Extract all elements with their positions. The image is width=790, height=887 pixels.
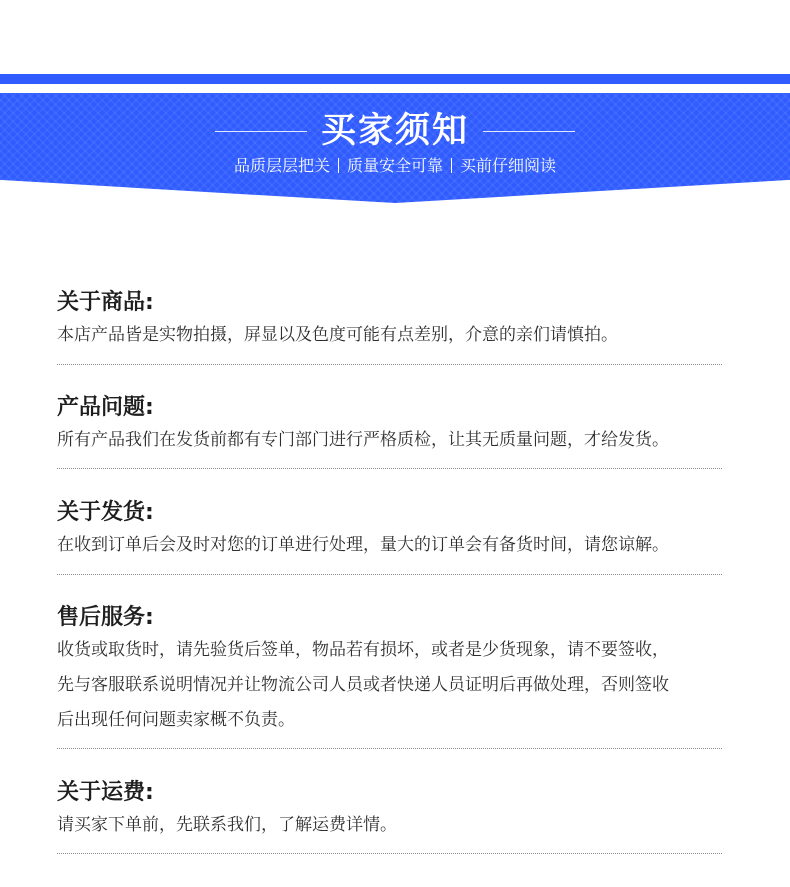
section-text: 本店产品皆是实物拍摄，屏显以及色度可能有点差别，介意的亲们请慎拍。 <box>57 325 618 345</box>
title-row <box>0 108 790 154</box>
subtitle-part: 买前仔细阅读 <box>460 156 557 175</box>
subtitle-part: 质量安全可靠 <box>346 156 443 175</box>
section-about-product <box>57 288 737 353</box>
section-product-issues <box>57 393 737 458</box>
header-subtitle <box>0 154 790 178</box>
title-right-line <box>483 131 575 132</box>
top-accent-stripe <box>0 74 790 84</box>
title-left-line <box>215 131 307 132</box>
section-title: 售后服务: <box>57 605 154 630</box>
section-after-sales <box>57 603 737 738</box>
section-text: 先与客服联系说明情况并让物流公司人员或者快递人员证明后再做处理，否则签收 <box>57 675 669 695</box>
section-title: 关于发货: <box>57 500 154 525</box>
section-text: 请买家下单前，先联系我们，了解运费详情。 <box>57 815 397 835</box>
section-title: 关于商品: <box>57 290 154 315</box>
subtitle-part: 品质层层把关 <box>233 156 330 175</box>
section-divider <box>57 574 722 575</box>
section-text: 收货或取货时，请先验货后签单，物品若有损坏，或者是少货现象，请不要签收， <box>57 640 669 660</box>
page-title: 买家须知 <box>320 111 469 151</box>
section-divider <box>57 364 722 365</box>
section-text: 后出现任何问题卖家概不负责。 <box>57 710 295 730</box>
section-title: 产品问题: <box>57 395 154 420</box>
subtitle-separator <box>338 158 339 173</box>
section-divider <box>57 468 722 469</box>
section-text: 所有产品我们在发货前都有专门部门进行严格质检，让其无质量问题，才给发货。 <box>57 430 669 450</box>
subtitle-separator <box>451 158 452 173</box>
section-divider <box>57 748 722 749</box>
section-shipping-fee <box>57 778 737 843</box>
section-title: 关于运费: <box>57 780 154 805</box>
section-shipping <box>57 498 737 563</box>
section-divider <box>57 853 722 854</box>
section-text: 在收到订单后会及时对您的订单进行处理，量大的订单会有备货时间，请您谅解。 <box>57 535 669 555</box>
